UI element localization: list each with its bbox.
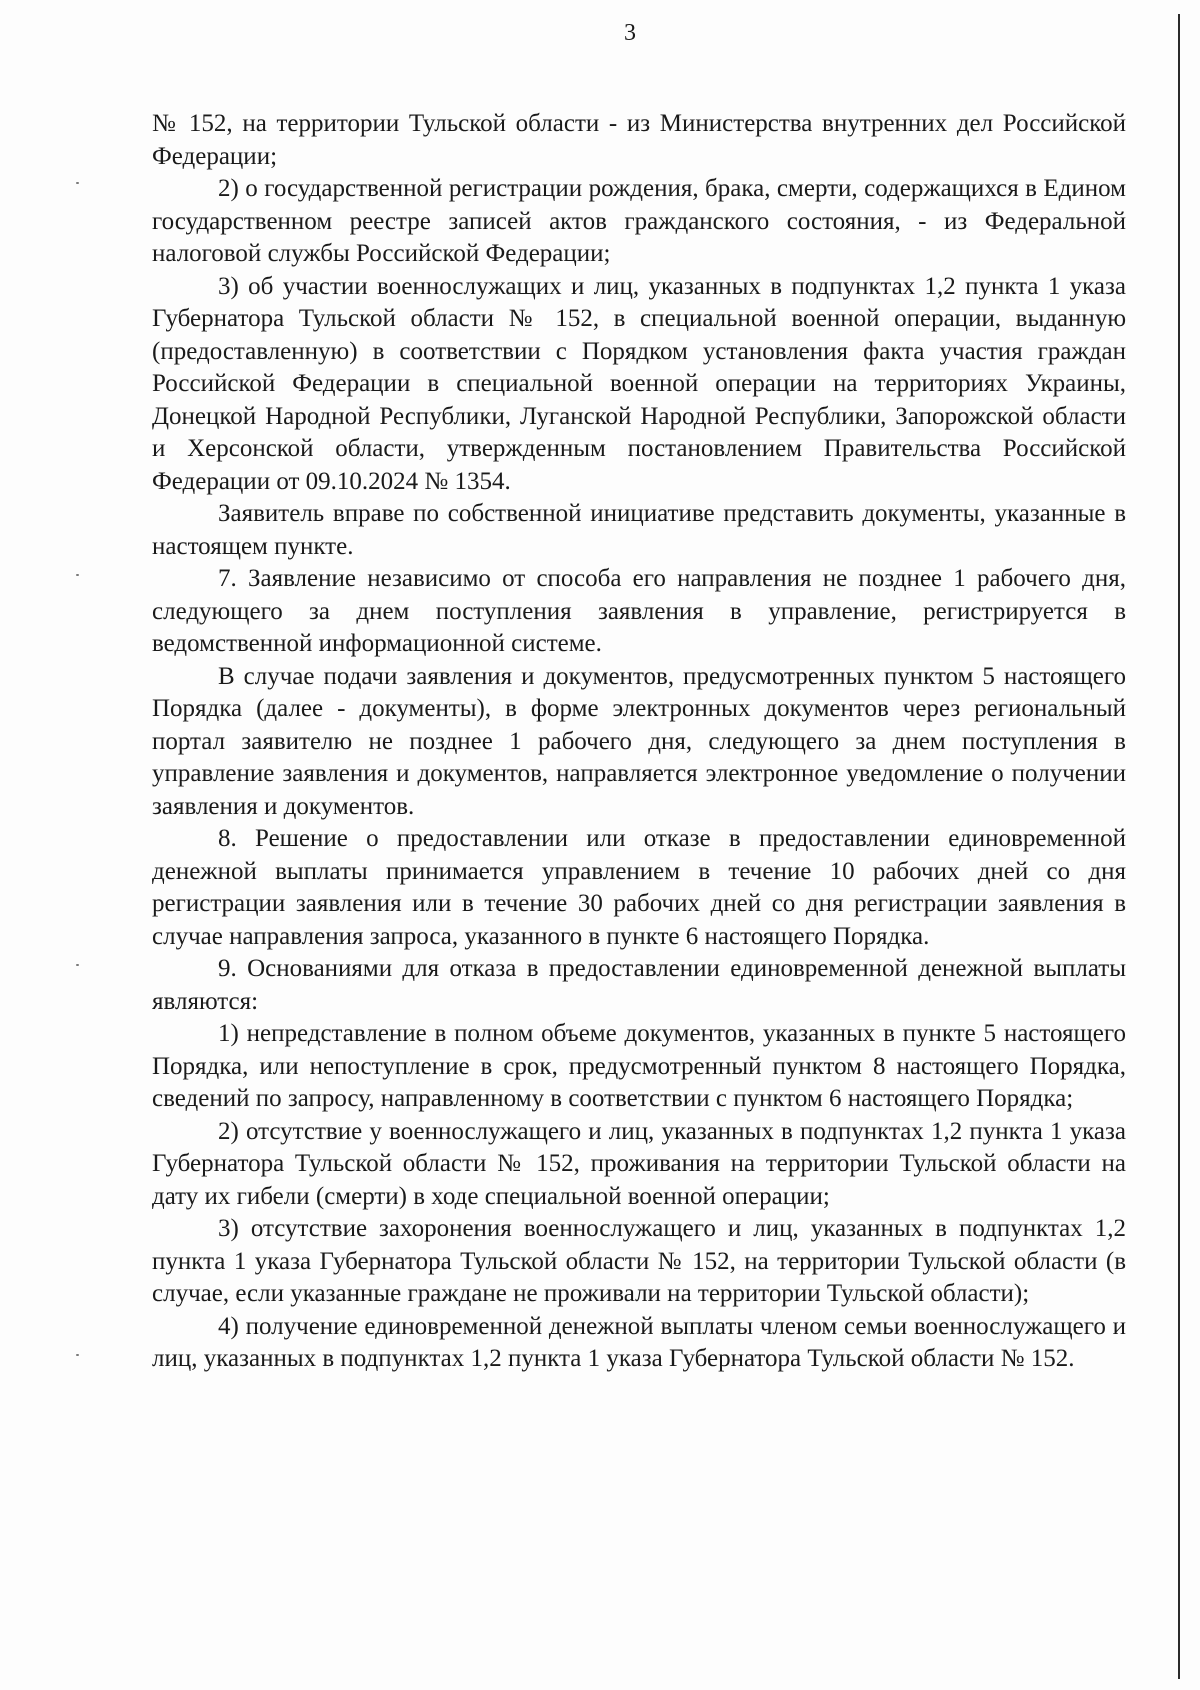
scan-speck [76, 964, 79, 966]
paragraph-continuation: № 152, на территории Тульской области - из Министерства внутренних дел Российской Федерации; [152, 110, 1126, 170]
paragraph-refusal-ground-1: 1) непредставление в полном объеме документов, указанных в пункте 5 настоящего Порядка, или непоступление в срок, предусмотренный пунктом 8 настоящего Порядка, сведений по запросу, направленному в соответствии с пунктом 6 настоящего Порядка; [152, 1020, 1126, 1112]
paragraph-item-2-civil-registry: 2) о государственной регистрации рождения, брака, смерти, содержащихся в Едином государственном реестре записей актов гражданского состояния, - из Федеральной налоговой службы Российской Федерации; [152, 175, 1126, 267]
paragraph-clause-9: 9. Основаниями для отказа в предоставлении единовременной денежной выплаты являются: [152, 955, 1126, 1015]
paragraph-refusal-ground-3: 3) отсутствие захоронения военнослужащего и лиц, указанных в подпунктах 1,2 пункта 1 указа Губернатора Тульской области № 152, на территории Тульской области (в случае, если указанные граждане не проживали на территории Тульской области); [152, 1215, 1126, 1307]
scan-edge-line [1178, 14, 1180, 1679]
paragraph-electronic-notice: В случае подачи заявления и документов, предусмотренных пунктом 5 настоящего Порядка (далее - документы), в форме электронных документов через региональный портал заявителю не позднее 1 рабочего дня, следующего за днем поступления в управление заявления и документов, направляется электронное уведомление о получении заявления и документов. [152, 662, 1126, 820]
paragraph-clause-8: 8. Решение о предоставлении или отказе в предоставлении единовременной денежной выплаты принимается управлением в течение 10 рабочих дней со дня регистрации заявления или в течение 30 рабочих дней со дня регистрации заявления в случае направления запроса, указанного в пункте 6 настоящего Порядка. [152, 825, 1126, 950]
paragraph-applicant-right: Заявитель вправе по собственной инициативе представить документы, указанные в настоящем пункте. [152, 500, 1126, 560]
scan-speck [76, 1354, 79, 1356]
paragraph-clause-7: 7. Заявление независимо от способа его направления не позднее 1 рабочего дня, следующего за днем поступления заявления в управление, регистрируется в ведомственной информационной системе. [152, 565, 1126, 657]
scan-speck [76, 182, 79, 184]
document-body [152, 108, 1126, 1376]
scan-speck [76, 574, 79, 576]
paragraph-refusal-ground-2: 2) отсутствие у военнослужащего и лиц, указанных в подпунктах 1,2 пункта 1 указа Губернатора Тульской области № 152, проживания на территории Тульской области на дату их гибели (смерти) в ходе специальной военной операции; [152, 1117, 1126, 1210]
paragraph-refusal-ground-4: 4) получение единовременной денежной выплаты членом семьи военнослужащего и лиц, указанных в подпунктах 1,2 пункта 1 указа Губернатора Тульской области № 152. [152, 1312, 1126, 1372]
page-number: 3 [624, 20, 636, 46]
paragraph-item-3-svo-participation: 3) об участии военнослужащих и лиц, указанных в подпунктах 1,2 пункта 1 указа Губернатора Тульской области № 152, в специальной военной операции, выданную (предоставленную) в соответствии с Порядком установления факта участия граждан Российской Федерации в специальной военной операции на территориях Украины, Донецкой Народной Республики, Луганской Народной Республики, Запорожской области и Херсонской области, утвержденным постановлением Правительства Российской Федерации от 09.10.2024 № 1354. [152, 272, 1126, 495]
